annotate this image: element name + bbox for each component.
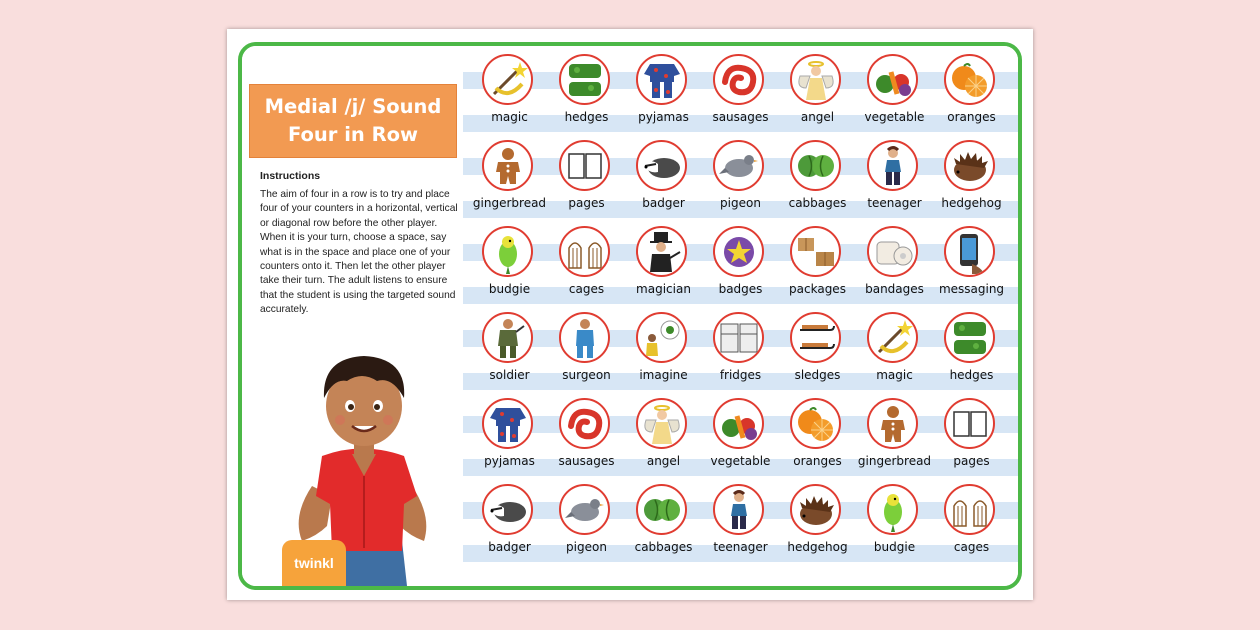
cages-icon [948,488,992,532]
cell-label: magic [491,110,528,124]
oranges-icon [948,58,992,102]
cell-label: angel [800,110,835,124]
grid-cell[interactable] [933,395,1010,481]
cell-label: imagine [639,368,688,382]
grid-cell[interactable] [702,223,779,309]
cell-label: oranges [793,454,842,468]
hedgehog-icon [948,144,992,188]
grid-cell[interactable] [779,309,856,395]
instructions-heading: Instructions [260,170,321,182]
picture-circle[interactable] [636,54,687,105]
grid-cell[interactable] [856,51,933,137]
picture-circle[interactable] [559,312,610,363]
cell-label: badges [718,282,763,296]
picture-circle[interactable] [867,226,918,277]
picture-circle[interactable] [713,54,764,105]
cell-label: pages [568,196,605,210]
grid-cell[interactable] [856,309,933,395]
cell-label: soldier [489,368,530,382]
left-panel [242,46,463,586]
cell-label: budgie [873,540,916,554]
pages-icon [948,402,992,446]
cell-label: magician [636,282,691,296]
grid-cell[interactable] [548,395,625,481]
grid-cell[interactable] [471,481,548,567]
grid-cell[interactable] [856,395,933,481]
cabbages-icon [640,488,684,532]
cell-label: badger [642,196,685,210]
cell-label: cabbages [788,196,847,210]
picture-circle[interactable] [559,54,610,105]
angel-icon [640,402,684,446]
grid-cell[interactable] [779,395,856,481]
picture-circle[interactable] [944,312,995,363]
imagine-icon [640,316,684,360]
grid-cell[interactable] [625,395,702,481]
sausages-icon [563,402,607,446]
surgeon-icon [563,316,607,360]
picture-circle[interactable] [790,312,841,363]
picture-circle[interactable] [944,54,995,105]
badges-icon [717,230,761,274]
picture-circle[interactable] [790,54,841,105]
grid-cell[interactable] [702,395,779,481]
budgie-icon [871,488,915,532]
green-frame [238,42,1022,590]
cell-label: pigeon [720,196,761,210]
pages-icon [563,144,607,188]
grid-cell[interactable] [471,137,548,223]
picture-circle[interactable] [482,398,533,449]
picture-circle[interactable] [636,312,687,363]
cell-label: cages [953,540,990,554]
cell-label: pigeon [566,540,607,554]
budgie-icon [486,230,530,274]
cell-label: bandages [865,282,924,296]
picture-circle[interactable] [559,140,610,191]
grid-cell[interactable] [779,51,856,137]
picture-circle[interactable] [944,226,995,277]
teenager-icon [871,144,915,188]
cell-label: gingerbread [472,196,547,210]
picture-circle[interactable] [636,140,687,191]
cabbages-icon [794,144,838,188]
picture-circle[interactable] [636,226,687,277]
picture-circle[interactable] [482,312,533,363]
grid-cell[interactable] [933,481,1010,567]
cell-label: vegetable [864,110,925,124]
cell-label: teenager [713,540,768,554]
grid-cell[interactable] [548,137,625,223]
picture-circle[interactable] [867,140,918,191]
grid-cell[interactable] [471,223,548,309]
grid-cell[interactable] [702,309,779,395]
picture-circle[interactable] [482,226,533,277]
picture-circle[interactable] [867,312,918,363]
grid-cell[interactable] [625,309,702,395]
grid-cell[interactable] [625,481,702,567]
gingerbread-icon [871,402,915,446]
cell-label: magic [876,368,913,382]
page-title [249,84,457,158]
cell-label: badger [488,540,531,554]
grid-cell[interactable] [779,137,856,223]
picture-circle[interactable] [790,398,841,449]
grid-cell[interactable] [779,481,856,567]
cell-label: pages [953,454,990,468]
picture-circle[interactable] [713,140,764,191]
activity-sheet [227,29,1033,600]
picture-circle[interactable] [482,54,533,105]
soldier-icon [486,316,530,360]
pyjamas-icon [640,58,684,102]
sledges-icon [794,316,838,360]
grid-cell[interactable] [933,309,1010,395]
hedges-icon [563,58,607,102]
cell-label: pyjamas [638,110,689,124]
cell-label: budgie [488,282,531,296]
instructions-text: The aim of four in a row is to try and place four of your counters in a horizontal, vertical or diagonal row before the other player. When it is your turn, choose a space, say what is in the space and place one of your counters onto it. Then let the other player take their turn. The adult listens to ensure that the student is using the targeted sound accurately. [260,189,458,316]
grid-cell[interactable] [548,481,625,567]
fridges-icon [717,316,761,360]
cell-label: cabbages [634,540,693,554]
picture-circle[interactable] [790,226,841,277]
cell-label: angel [646,454,681,468]
cell-label: packages [789,282,846,296]
picture-circle[interactable] [636,484,687,535]
grid-cell[interactable] [856,223,933,309]
sausages-icon [717,58,761,102]
grid-cell[interactable] [471,395,548,481]
cages-icon [563,230,607,274]
grid-cell[interactable] [625,137,702,223]
picture-circle[interactable] [559,226,610,277]
grid-cell[interactable] [625,51,702,137]
grid-cell[interactable] [471,309,548,395]
grid-cell[interactable] [856,481,933,567]
bandages-icon [871,230,915,274]
magician-icon [640,230,684,274]
pigeon-icon [563,488,607,532]
picture-circle[interactable] [944,484,995,535]
cell-label: pyjamas [484,454,535,468]
packages-icon [794,230,838,274]
cell-label: cages [568,282,605,296]
picture-circle[interactable] [636,398,687,449]
picture-circle[interactable] [559,484,610,535]
picture-circle[interactable] [713,398,764,449]
grid-cell[interactable] [702,137,779,223]
cell-label: fridges [719,368,762,382]
cell-label: hedges [949,368,994,382]
cell-label: hedgehog [941,196,1002,210]
wand-icon [486,58,530,102]
grid-cell[interactable] [548,309,625,395]
hedges-icon [948,316,992,360]
grid-cell[interactable] [625,223,702,309]
grid-cell[interactable] [933,51,1010,137]
oranges-icon [794,402,838,446]
badger-icon [486,488,530,532]
hedgehog-icon [794,488,838,532]
picture-circle[interactable] [790,484,841,535]
title-line-1: Medial /j/ Sound [264,95,442,118]
teenager-icon [717,488,761,532]
title-line-2: Four in Row [288,123,418,146]
vegetable-icon [717,402,761,446]
gingerbread-icon [486,144,530,188]
angel-icon [794,58,838,102]
cell-label: sausages [558,454,615,468]
grid-cell[interactable] [702,481,779,567]
grid-cell[interactable] [779,223,856,309]
picture-circle[interactable] [713,312,764,363]
picture-circle[interactable] [867,484,918,535]
cell-label: oranges [947,110,996,124]
cell-label: sausages [712,110,769,124]
cell-label: vegetable [710,454,771,468]
cell-label: messaging [938,282,1005,296]
grid-cell[interactable] [548,223,625,309]
vegetable-icon [871,58,915,102]
picture-circle[interactable] [790,140,841,191]
grid-cell[interactable] [933,137,1010,223]
cell-label: hedges [564,110,609,124]
picture-circle[interactable] [867,54,918,105]
grid-cell[interactable] [702,51,779,137]
grid-cell[interactable] [548,51,625,137]
picture-circle[interactable] [482,484,533,535]
picture-circle[interactable] [482,140,533,191]
cell-label: sledges [794,368,841,382]
cell-label: surgeon [562,368,611,382]
twinkl-logo: twinkl [282,540,346,586]
pyjamas-icon [486,402,530,446]
picture-circle[interactable] [944,140,995,191]
cell-label: gingerbread [857,454,932,468]
badger-icon [640,144,684,188]
phone-icon [948,230,992,274]
picture-circle[interactable] [713,484,764,535]
picture-circle[interactable] [713,226,764,277]
picture-circle[interactable] [559,398,610,449]
picture-circle[interactable] [944,398,995,449]
picture-circle[interactable] [867,398,918,449]
grid-cell[interactable] [471,51,548,137]
grid-cell[interactable] [856,137,933,223]
cell-label: hedgehog [787,540,848,554]
cell-label: teenager [867,196,922,210]
four-in-row-grid [463,46,1022,586]
wand-icon [871,316,915,360]
grid-cell[interactable] [933,223,1010,309]
pigeon-icon [717,144,761,188]
